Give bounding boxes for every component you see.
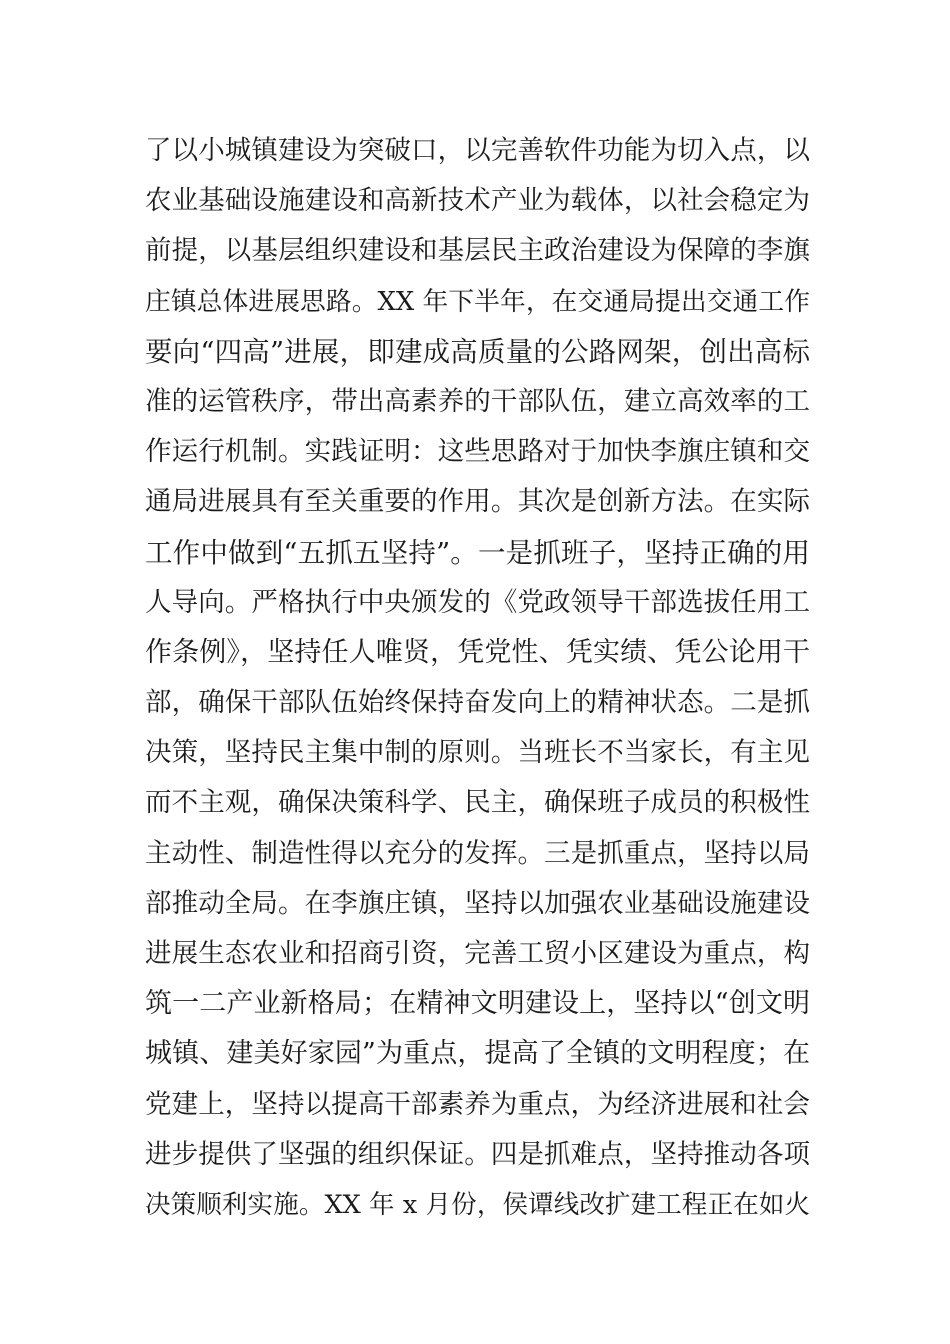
body-text bbox=[145, 126, 810, 1230]
text-line: 工作中做到“五抓五坚持”。一是抓班子，坚持正确的用 bbox=[145, 536, 810, 569]
text-line: 而不主观，确保决策科学、民主，确保班子成员的积极性 bbox=[145, 787, 810, 819]
text-line: 主动性、制造性得以充分的发挥。三是抓重点，坚持以局 bbox=[145, 837, 810, 869]
text-line: 农业基础设施建设和高新技术产业为载体，以社会稳定为 bbox=[145, 185, 810, 217]
text-line: 决策，坚持民主集中制的原则。当班长不当家长，有主见 bbox=[145, 737, 810, 769]
text-line: 党建上，坚持以提高干部素养为重点，为经济进展和社会 bbox=[145, 1088, 810, 1120]
text-line: 筑一二产业新格局；在精神文明建设上，坚持以“创文明 bbox=[145, 988, 810, 1020]
text-line: 作条例》，坚持任人唯贤，凭党性、凭实绩、凭公论用干 bbox=[145, 636, 810, 668]
text-line: 决策顺利实施。XX 年 x 月份，侯谭线改扩建工程正在如火 bbox=[145, 1189, 810, 1220]
text-line: 了以小城镇建设为突破口，以完善软件功能为切入点，以 bbox=[145, 135, 810, 166]
text-line: 部，确保干部队伍始终保持奋发向上的精神状态。二是抓 bbox=[145, 687, 810, 719]
text-line: 城镇、建美好家园”为重点，提高了全镇的文明程度；在 bbox=[145, 1038, 810, 1070]
text-line: 准的运管秩序，带出高素养的干部队伍，建立高效率的工 bbox=[145, 385, 810, 417]
text-line: 庄镇总体进展思路。XX 年下半年，在交通局提出交通工作 bbox=[145, 286, 810, 317]
text-line: 进展生态农业和招商引资，完善工贸小区建设为重点，构 bbox=[145, 938, 810, 969]
text-line: 通局进展具有至关重要的作用。其次是创新方法。在实际 bbox=[145, 486, 810, 518]
text-line: 部推动全局。在李旗庄镇，坚持以加强农业基础设施建设 bbox=[145, 887, 810, 919]
text-line: 前提，以基层组织建设和基层民主政治建设为保障的李旗 bbox=[145, 235, 810, 267]
text-line: 人导向。严格执行中央颁发的《党政领导干部选拔任用工 bbox=[145, 586, 810, 618]
text-line: 要向“四高”进展，即建成高质量的公路网架，创出高标 bbox=[145, 335, 810, 368]
text-line: 作运行机制。实践证明：这些思路对于加快李旗庄镇和交 bbox=[145, 436, 810, 468]
text-line: 进步提供了坚强的组织保证。四是抓难点，坚持推动各项 bbox=[145, 1138, 810, 1170]
